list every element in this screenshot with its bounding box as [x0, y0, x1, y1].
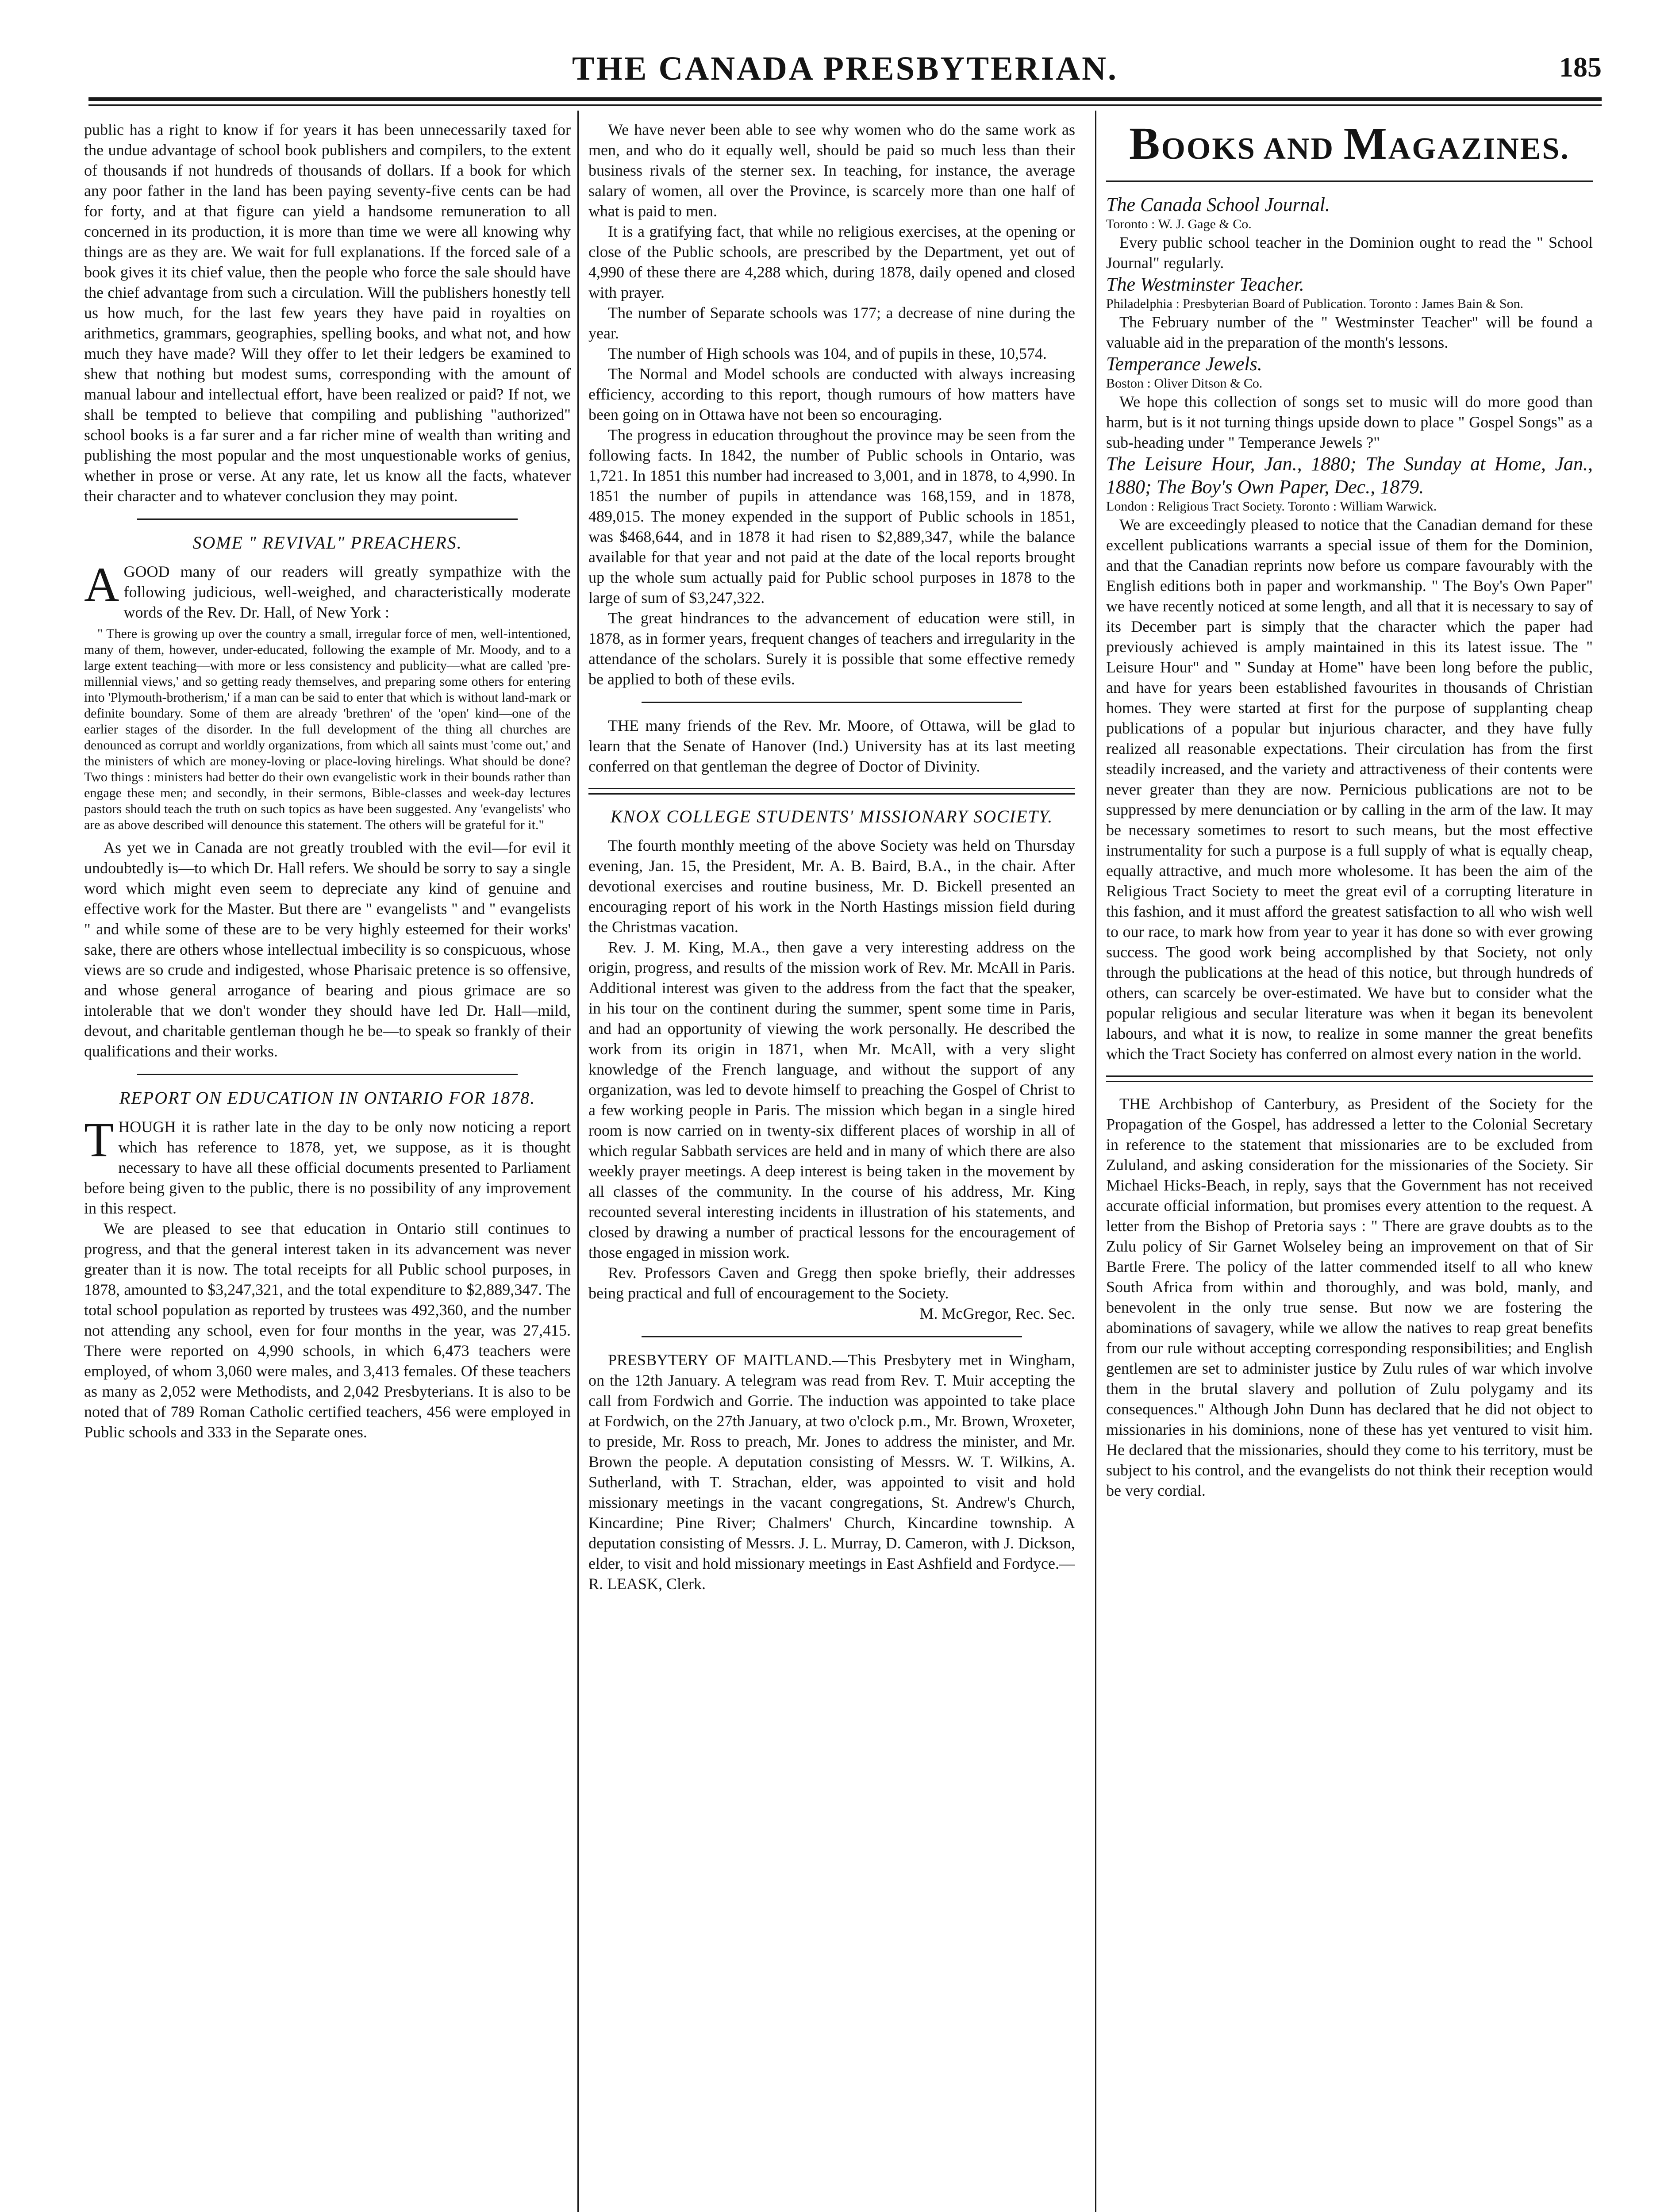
book-title: The Canada School Journal. [1106, 194, 1330, 215]
block-quote [84, 626, 571, 833]
book-title: Temperance Jewels. [1106, 353, 1262, 375]
column-divider-left [577, 111, 579, 2212]
paragraph: THE Archbishop of Canterbury, as President of the Society for the Propagation of the Gospel, has addressed a letter to the Colonial Secretary in reference to the statement that missionaries are to be excluded from Zululand, and asking consideration for the missionaries of the Society. Sir Michael Hicks-Beach, in reply, says that the Government has not received accurate official information, but promises every attention to the request. A letter from the Bishop of Pretoria says : " There are grave doubts as to the Zulu policy of Sir Garnet Wolseley being an improvement on that of Sir Bartle Frere. The policy of the latter commended itself to all who knew South Africa from within and thoroughly, and was bold, manly, and benevolent in the only true sense. But now we are fostering the abominations of savagery, while we allow the natives to reap great benefits from our rule without accepting corresponding responsibilities; and English gentlemen are set to administer justice by Zulu rules of war which involve them in the brutal slavery and pollution of Zulu polygamy and its consequences." Although John Dunn has declared that he did not object to missionaries in his dominions, none of these has yet ventured to visit him. He declared that the missionaries, should they come to his territory, must be subject to his control, and the evangelists do not think their reception would be very cordial. [1106, 1095, 1593, 1499]
paragraph: We have never been able to see why women who do the same work as men, and who do it equally well, should be paid so much less than their business rivals of the sterner sex. In teaching, for instance, the average salary of women, all over the Province, is scarcely more than one half of what is paid to men. [588, 121, 1075, 220]
paragraph: Rev. J. M. King, M.A., then gave a very interesting address on the origin, progress, and results of the mission work of Rev. Mr. McAll in Paris. Additional interest was given to the address from the fact that the speaker, in his tour on the continent during the summer, spent some time in Paris, and had an opportunity of viewing the work personally. He described the work from its origin in 1871, when Mr. McAll, with a very slight knowledge of the French language, and without the support of any organization, was led to devote himself to preaching the Gospel of Christ to a few working people in Paris. The mission which began in a single hired room is now carried on in twenty-six different places of worship in all of which regular Sabbath services are held and in many of which there are also weekly prayer meetings. A deep interest is being taken in the movement by all classes of the community. In the course of his address, Mr. King recounted several interesting incidents in illustration of his statements, and closed by drawing a number of practical lessons for the encouragement of those engaged in mission work. [588, 938, 1075, 1261]
paragraph: The number of High schools was 104, and of pupils in these, 10,574. [608, 345, 1047, 362]
paragraph: It is a gratifying fact, that while no religious exercises, at the opening or close of the Public schools, are prescribed by the Department, yet out of 4,990 of these there are 4,288 which, during 1878, daily opened and closed with prayer. [588, 223, 1075, 301]
column-middle [588, 119, 1075, 2212]
paragraph: As yet we in Canada are not greatly troubled with the evil—for evil it undoubtedly is—to which Dr. Hall refers. We should be sorry to say a single word which might even seem to depreciate any kind of genuine and effective work for the Master. But there are " evangelists " and " evangelists " and while some of these are to be very highly esteemed for their works' sake, there are others whose intellectual imbecility is so conspicuous, whose views are so crude and indigested, whose Pharisaic pretence is so offensive, and whose general arrogance of bearing and pious grimace are so intolerable that we don't wonder they should have led Dr. Hall—mild, devout, and charitable gentleman though he be—to speak so frankly of their qualifications and their works. [84, 839, 571, 1060]
paragraph: The Normal and Model schools are conducted with always increasing efficiency, according to this report, though rumours of how matters have been going on in Ottawa have not been so encouraging. [588, 365, 1075, 423]
signature: M. McGregor, Rec. Sec. [919, 1305, 1075, 1322]
paragraph: AGOOD many of our readers will greatly sympathize with the following judicious, well-weighed, and characteristically moderate words of the Rev. Dr. Hall, of New York : [84, 557, 571, 621]
paragraph: The great hindrances to the advancement of education were still, in 1878, as in former years, frequent changes of teachers and irregularity in the attendance of the scholars. Surely it is possible that some effective remedy be applied to both of these evils. [588, 609, 1075, 688]
publisher-line: Boston : Oliver Ditson & Co. [1106, 376, 1263, 391]
paragraph: We are exceedingly pleased to notice that the Canadian demand for these excellent publications warrants a special issue of them for the Dominion, and that the Canadian reprints now before us compare favourably with the English editions both in paper and workmanship. " The Boy's Own Paper" we have recently noticed at some length, and all that it is necessary to say of its December part is simply that the character which the paper had previously achieved is amply maintained in this its latest issue. The " Leisure Hour" and " Sunday at Home" have been long before the public, and have for years been established favourites in thousands of Christian homes. They were started at first for the purpose of supplanting cheap publications of a popular but injurious character, and they have fully realized all reasonable expectations. Their circulation has from the first steadily increased, and the variety and attractiveness of their contents were never greater than they are now. Pernicious publications are not to be suppressed by mere denunciation or by calling in the arm of the law. It may be necessary sometimes to resort to such means, but the most effective instrumentality for such a purpose is a full supply of what is equally cheap, equally attractive, and much more wholesome. It has been the aim of the Religious Tract Society to meet the great evil of a corrupting literature in this fashion, and it must afford the greatest satisfaction to all who wish well to our race, to mark how from year to year it has done so with ever growing success. The good work being accomplished by that Society, not only through the publications at the head of this notice, but through hundreds of others, can scarcely be over-estimated. We have but to consider what the popular religious and secular literature was when it began its benevolent labours, and what it is now, to realize in some manner the great benefits which the Tract Society has conferred on almost every nation in the world. [1106, 516, 1593, 1063]
book-title: The Westminster Teacher. [1106, 273, 1304, 295]
paragraph: The number of Separate schools was 177; a decrease of nine during the year. [588, 304, 1075, 342]
column-divider-right [1095, 111, 1096, 2212]
quote-text: " There is growing up over the country a small, irregular force of men, well-intentioned, many of them, however, under-educated, following the example of Mr. Moody, and to a large extent teaching—with more or less consistency and publicity—what are called 'pre-millennial views,' and so getting ready themselves, and preparing some others for entering into 'Plymouth-brotherism,' if a man can be said to enter that which is without land-mark or definite boundary. Some of them are already 'brethren' of the 'open' kind—one of the earlier stages of the disorder. In the full development of the thing all churches are denounced as corrupt and worldly organizations, from which all saints must 'come out,' and the ministers of which are money-loving or place-loving hirelings. What should be done? Two things : ministers had better do their own evangelistic work in their bounds rather than engage these men; and secondly, in their sermons, Bible-classes and week-day lectures pastors should teach the truth on such topics as have been suggested. Any 'evangelists' who are as above described will denounce this statement. The others will be grateful for it." [84, 626, 571, 832]
masthead-title: THE CANADA PRESBYTERIAN. [572, 50, 1118, 87]
section-separator-double [588, 788, 1075, 795]
paragraph: public has a right to know if for years it has been unnecessarily taxed for the undue advantage of school book publishers and compilers, to the extent of thousands if not hundreds of thousands of dollars. If a book for which any poor father in the land has been paying seventy-five cents can be had for forty, and at that figure can yield a handsome remuneration to all concerned in its production, it is more than time we were all knowing why things are as they are. We wait for full explanations. If the forced sale of a book gives it its chief value, then the people who force the sale should have the chief advantage from such a circulation. Will the publishers honestly tell us how much, for the last few years they have paid in royalties on arithmetics, grammars, geographies, spelling books, and what not, and how much they have made? Will they offer to let their ledgers be examined to shew that nothing but modest sums, corresponding with the amount of manual labour and intellectual effort, have been realized or paid? If not, we shall be tempted to believe that compiling and publishing "authorized" school books is a far surer and a far richer mine of wealth than writing and publishing the most popular and the most unquestionable works of genius, whether in prose or verse. At any rate, let us know all the facts, whatever their character and to whatever conclusion they may point. [84, 121, 571, 505]
headline-report-education: REPORT ON EDUCATION IN ONTARIO FOR 1878. [119, 1088, 536, 1108]
publisher-line: Philadelphia : Presbyterian Board of Publication. Toronto : James Bain & Son. [1106, 296, 1524, 311]
drop-cap: A [84, 557, 119, 611]
paragraph: THE many friends of the Rev. Mr. Moore, of Ottawa, will be glad to learn that the Senate of Hanover (Ind.) University has at its last meeting conferred on that gentleman the degree of Doctor of Divinity. [588, 717, 1075, 775]
column-left [84, 119, 571, 2212]
section-separator [137, 1074, 518, 1075]
paragraph: THOUGH it is rather late in the day to be only now noticing a report which has reference to 1878, yet, we suppose, as it is thought necessary to have all these official documents presented to Parliament before being given to the public, there is no possibility of any improvement in this respect. [84, 1113, 571, 1217]
books-and-magazines-title: BOOKS AND MAGAZINES. [1129, 119, 1570, 169]
paragraph: The February number of the " Westminster Teacher" will be found a valuable aid in the preparation of the month's lessons. [1106, 313, 1593, 351]
page-number: 185 [1559, 51, 1602, 83]
paragraph: Rev. Professors Caven and Gregg then spoke briefly, their addresses being practical and full of encouragement to the Society. [588, 1264, 1075, 1302]
headline-knox-college: KNOX COLLEGE STUDENTS' MISSIONARY SOCIETY. [610, 806, 1053, 826]
paragraph: We are pleased to see that education in Ontario still continues to progress, and that the general interest taken in its advancement was never greater than it is now. The total receipts for all Public school purposes, in 1878, amounted to $3,247,321, and the total expenditure to $2,889,347. The total school population as reported by trustees was 492,360, and the number not attending any school, even for four months in the year, was 27,415. There were reported on 4,990 schools, in which 6,473 teachers were employed, of whom 3,060 were males, and 3,413 females. Of these teachers as many as 2,052 were Methodists, and 2,042 Presbyterians. It is also to be noted that of 789 Roman Catholic certified teachers, 456 were employed in Public schools and 333 in the Separate ones. [84, 1220, 571, 1441]
section-separator-double [1106, 1075, 1593, 1082]
paragraph: PRESBYTERY OF MAITLAND.—This Presbytery met in Wingham, on the 12th January. A telegram was read from Rev. T. Muir accepting the call from Fordwich and Gorrie. The induction was appointed to take place at Fordwich, on the 27th January, at two o'clock p.m., Mr. Brown, Wroxeter, to preside, Mr. Ross to preach, Mr. Jones to address the minister, and Mr. Brown the people. A deputation consisting of Messrs. W. T. Wilkins, A. Sutherland, with T. Strachan, elder, was appointed to visit and hold missionary meetings in the vacant congregations, St. Andrew's Church, Kincardine; Pine River; Chalmers' Church, Kincardine township. A deputation consisting of Messrs. J. L. Murray, D. Cameron, with J. Dickson, elder, to visit and hold missionary meetings in East Ashfield and Fordyce.—R. LEASK, Clerk. [588, 1351, 1075, 1593]
paragraph: The fourth monthly meeting of the above Society was held on Thursday evening, Jan. 15, the President, Mr. A. B. Baird, B.A., in the chair. After devotional exercises and routine business, Mr. D. Bickell presented an encouraging report of his work in the North Hastings mission field during the Christmas vacation. [588, 837, 1075, 936]
paragraph: Every public school teacher in the Dominion ought to read the " School Journal" regularly. [1106, 234, 1593, 272]
masthead-rule-thick [88, 97, 1602, 101]
section-separator [642, 1336, 1022, 1337]
masthead-rule-thin [88, 104, 1602, 106]
book-title: The Leisure Hour, Jan., 1880; The Sunday at Home, Jan., 1880; The Boy's Own Paper, Dec., 1879. [1106, 453, 1593, 498]
publisher-line: Toronto : W. J. Gage & Co. [1106, 217, 1252, 231]
section-separator [1106, 180, 1593, 182]
section-separator [642, 702, 1022, 703]
headline-revival-preachers: SOME " REVIVAL" PREACHERS. [192, 533, 462, 553]
section-separator [137, 518, 518, 520]
publisher-line: London : Religious Tract Society. Toronto : William Warwick. [1106, 499, 1437, 514]
paragraph: The progress in education throughout the province may be seen from the following facts. In 1842, the number of Public schools in Ontario, was 1,721. In 1851 this number had increased to 3,001, and in 1878, to 4,990. In 1851 the number of pupils in attendance was 168,159, and in 1878, 489,015. The money expended in the support of Public schools in 1851, was $468,644, and in 1878 it had risen to $2,889,347, while the balance available for that year and not paid at the date of the local reports brought up the whole sum actually paid for Public school purposes in 1878 to the large of sum of $3,247,322. [588, 426, 1075, 607]
paragraph: We hope this collection of songs set to music will do more good than harm, but is it not turning things upside down to place " Gospel Songs" as a sub-heading under " Temperance Jewels ?" [1106, 393, 1593, 451]
column-right [1106, 119, 1593, 2212]
masthead [88, 46, 1602, 91]
drop-cap: T [84, 1113, 114, 1167]
